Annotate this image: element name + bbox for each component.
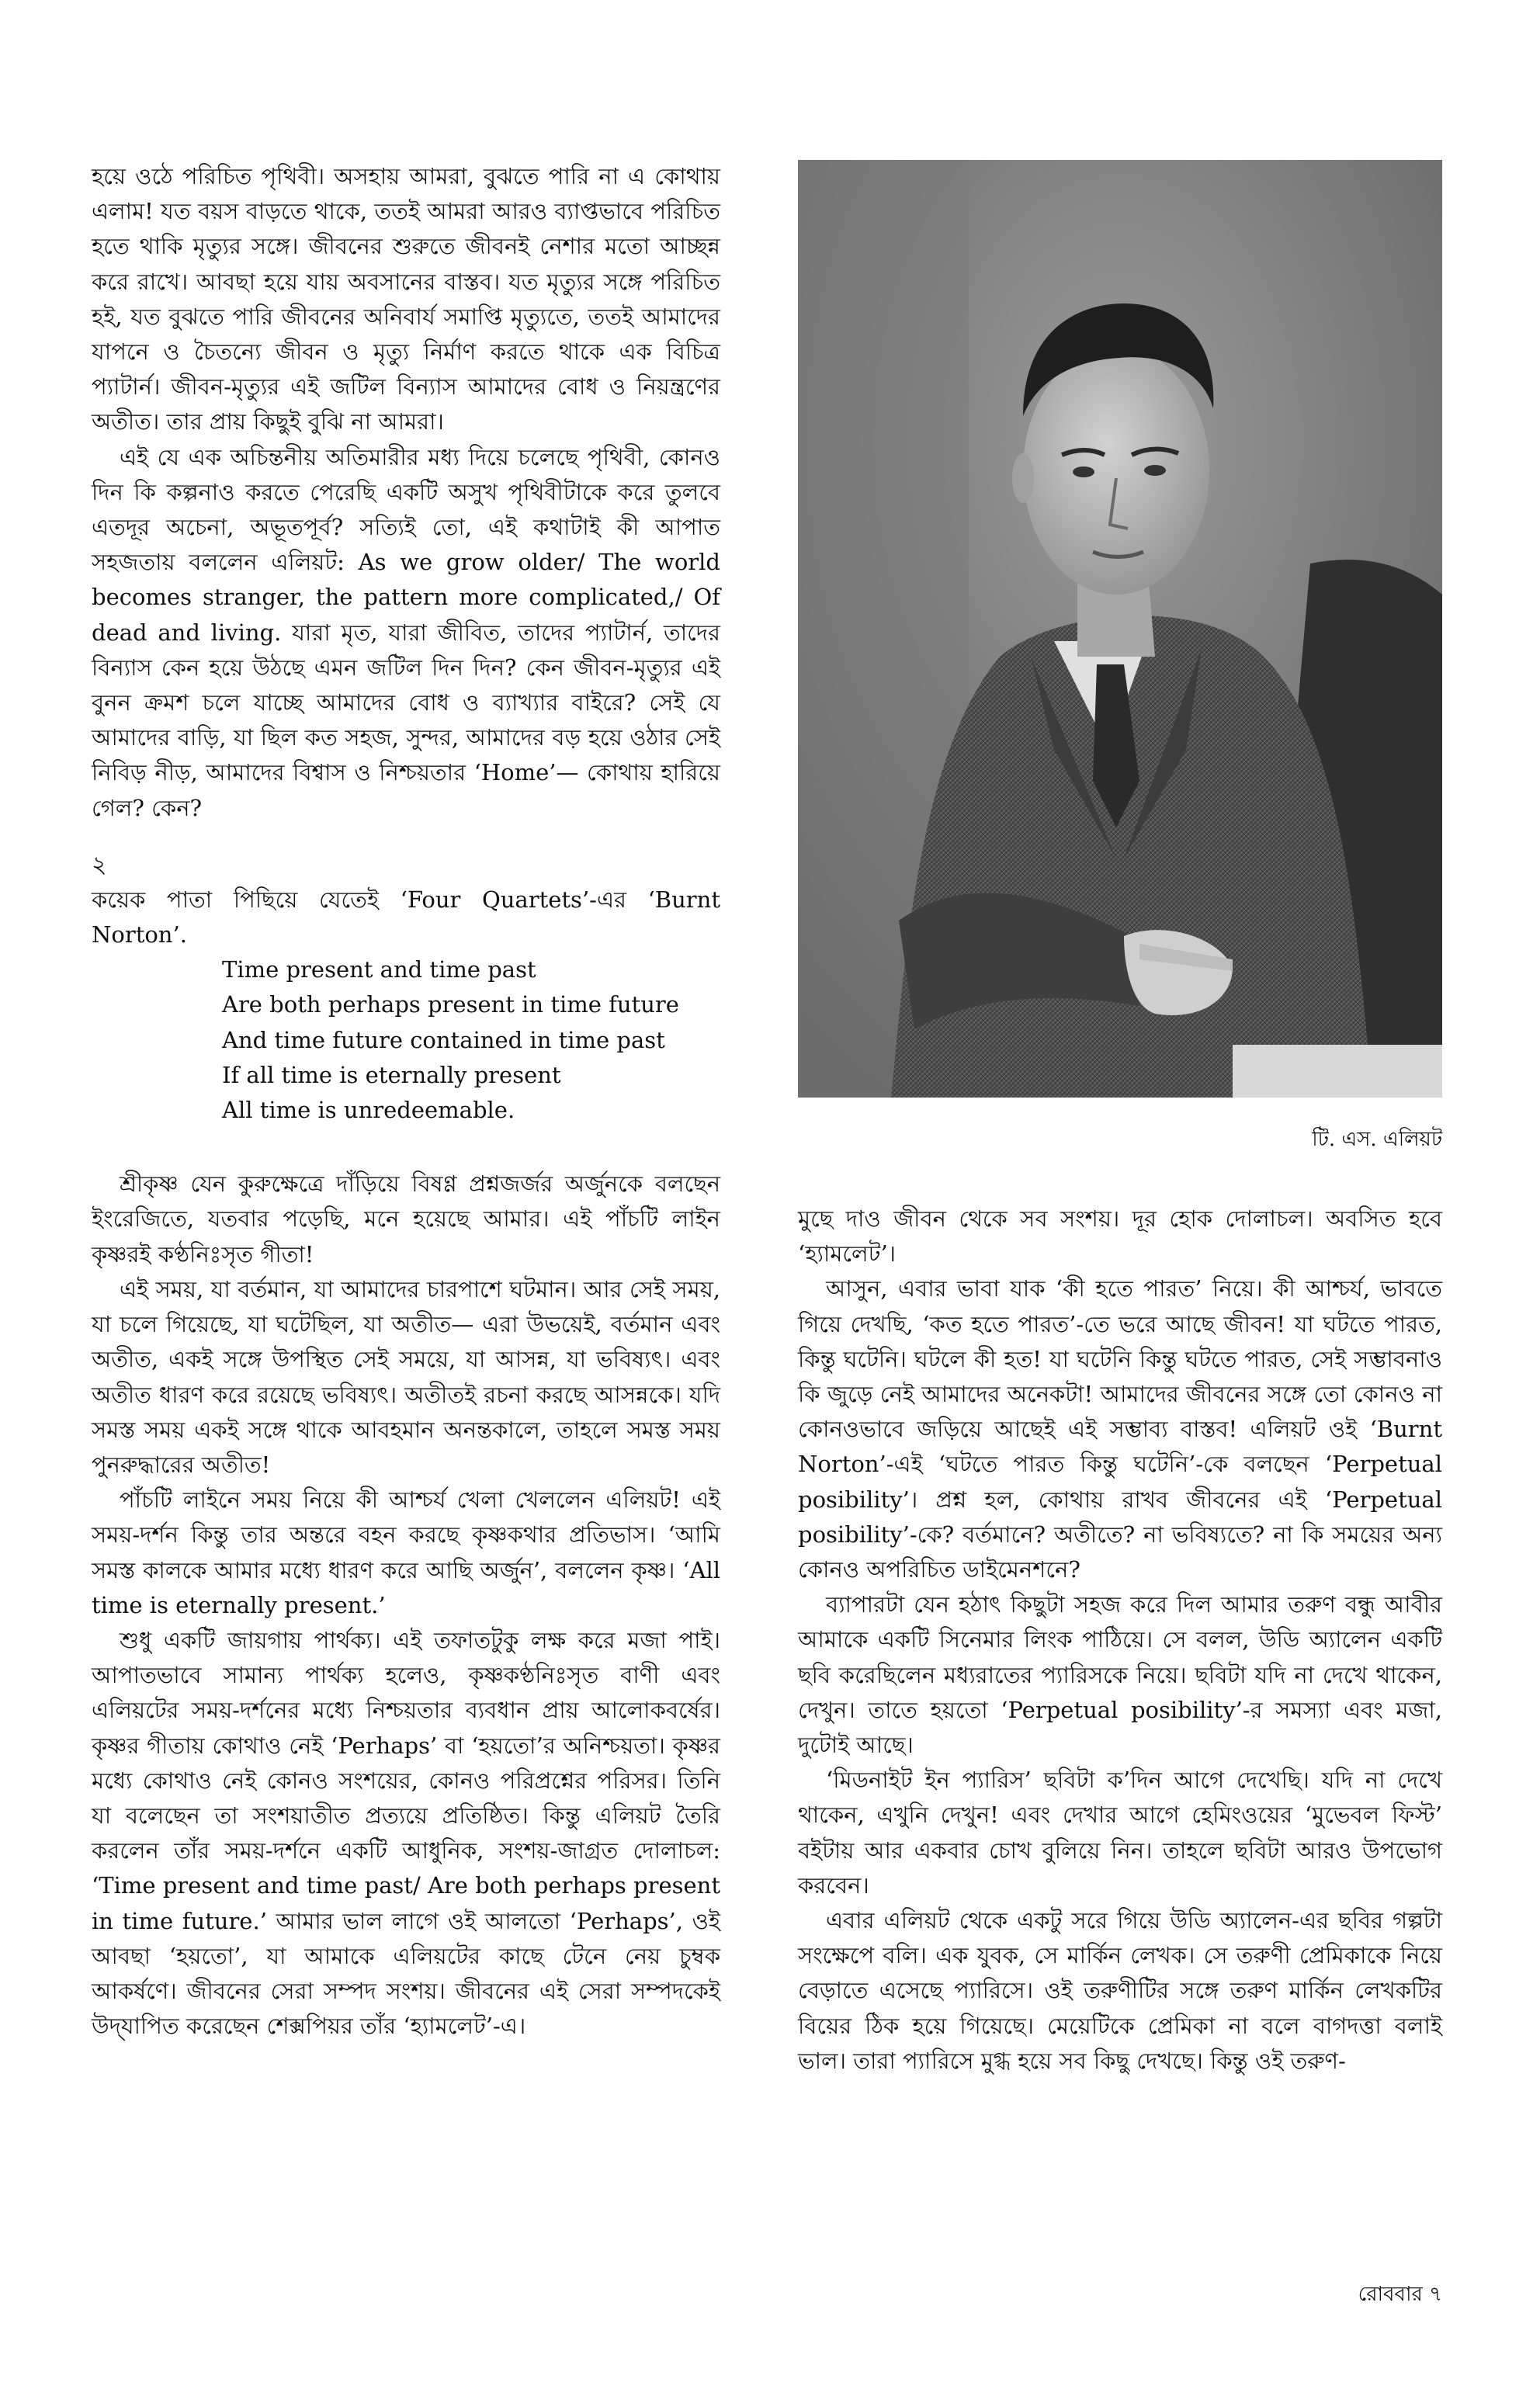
- paragraph: কয়েক পাতা পিছিয়ে যেতেই ‘Four Quartets’-এর ‘Burnt Norton’.: [92, 886, 720, 949]
- poem-line: All time is unredeemable.: [222, 1097, 515, 1124]
- poem-line: Time present and time past: [222, 956, 536, 983]
- section-number: ২: [92, 851, 107, 879]
- paragraph: শ্রীকৃষ্ণ যেন কুরুক্ষেত্রে দাঁড়িয়ে বিষণ্ণ প্রশ্নজর্জর অর্জুনকে বলছেন ইংরেজিতে, যতবার পড়েছি, মনে হয়েছে আমার। এই পাঁচটি লাইন কৃষ্ণরই কণ্ঠনিঃসৃত গীতা!: [92, 1170, 720, 1268]
- photo-caption: টি. এস. এলিয়ট: [1312, 1128, 1442, 1151]
- paragraph: হয়ে ওঠে পরিচিত পৃথিবী। অসহায় আমরা, বুঝতে পারি না এ কোথায় এলাম! যত বয়স বাড়তে থাকে, ততই আমরা আরও ব্যাপ্তভাবে পরিচিত হতে থাকি মৃত্যুর সঙ্গে। জীবনের শুরুতে জীবনই নেশার মতো আচ্ছন্ন করে রাখে। আবছা হয়ে যায় অবসানের বাস্তব। যত মৃত্যুর সঙ্গে পরিচিত হই, যত বুঝতে পারি জীবনের অনিবার্য সমাপ্তি মৃত্যুতে, ততই আমাদের যাপনে ও চৈতন্যে জীবন ও মৃত্যু নির্মাণ করতে থাকে এক বিচিত্র প্যাটার্ন। জীবন-মৃত্যুর এই জটিল বিন্যাস আমাদের বোধ ও নিয়ন্ত্রণের অতীত। তার প্রায় কিছুই বুঝি না আমরা।: [92, 163, 720, 435]
- paragraph: মুছে দাও জীবন থেকে সব সংশয়। দূর হোক দোলাচল। অবসিত হবে ‘হ্যামলেট’।: [798, 1205, 1442, 1268]
- poem-line: And time future contained in time past: [222, 1026, 665, 1053]
- right-text-column: [798, 1202, 1442, 2079]
- poem-quote: [222, 952, 720, 1128]
- poem-line: Are both perhaps present in time future: [222, 991, 679, 1018]
- paragraph: এই যে এক অচিন্তনীয় অতিমারীর মধ্য দিয়ে চলেছে পৃথিবী, কোনও দিন কি কল্পনাও করতে পেরেছি একটি অসুখ পৃথিবীটাকে করে তুলবে এতদূর অচেনা, অভূতপূর্ব? সত্যিই তো, এই কথাটাই কী আপাত সহজতায় বললেন এলিয়ট: As we grow older/ The world becomes stranger, the pattern more complicated,/ Of dead and living. যারা মৃত, যারা জীবিত, তাদের প্যাটার্ন, তাদের বিন্যাস কেন হয়ে উঠছে এমন জটিল দিন দিন? কেন জীবন-মৃত্যুর এই বুনন ক্রমশ চলে যাচ্ছে আমাদের বোধ ও ব্যাখ্যার বাইরে? সেই যে আমাদের বাড়ি, যা ছিল কত সহজ, সুন্দর, আমাদের বড় হয়ে ওঠার সেই নিবিড় নীড়, আমাদের বিশ্বাস ও নিশ্চয়তার ‘Home’— কোথায় হারিয়ে গেল? কেন?: [92, 443, 720, 821]
- paragraph: এই সময়, যা বর্তমান, যা আমাদের চারপাশে ঘটমান। আর সেই সময়, যা চলে গিয়েছে, যা ঘটেছিল, যা অতীত— এরা উভয়েই, বর্তমান এবং অতীত, একই সঙ্গে উপস্থিত সেই সময়ে, যা আসন্ন, যা ভবিষ্যৎ। এবং অতীত ধারণ করে রয়েছে ভবিষ্যৎ। অতীতই রচনা করছে আসন্নকে। যদি সমস্ত সময় একই সঙ্গে থাকে আবহমান অনন্তকালে, তাহলে সমস্ত সময় পুনরুদ্ধারের অতীত!: [92, 1275, 720, 1478]
- paragraph: ‘মিডনাইট ইন প্যারিস’ ছবিটা ক’দিন আগে দেখেছি। যদি না দেখে থাকেন, এখুনি দেখুন! এবং দেখার আগে হেমিংওয়ের ‘মুভেবল ফিস্ট’ বইটায় আর একবার চোখ বুলিয়ে নিন। তাহলে ছবিটা আরও উপভোগ করবেন।: [798, 1767, 1442, 1899]
- page-footer: রোববার ৭: [1358, 2283, 1442, 2306]
- paragraph: শুধু একটি জায়গায় পার্থক্য। এই তফাতটুকু লক্ষ করে মজা পাই। আপাতভাবে সামান্য পার্থক্য হলেও, কৃষ্ণকণ্ঠনিঃসৃত বাণী এবং এলিয়টের সময়-দর্শনের মধ্যে নিশ্চয়তার ব্যবধান প্রায় আলোকবর্ষের। কৃষ্ণর গীতায় কোথাও নেই ‘Perhaps’ বা ‘হয়তো’র অনিশ্চয়তা। কৃষ্ণর মধ্যে কোথাও নেই কোনও সংশয়ের, কোনও পরিপ্রশ্নের পরিসর। তিনি যা বলেছেন তা সংশয়াতীত প্রত্যয়ে প্রতিষ্ঠিত। কিন্তু এলিয়ট তৈরি করলেন তাঁর সময়-দর্শনে একটি আধুনিক, সংশয়-জাগ্রত দোলাচল: ‘Time present and time past/ Are both perhaps present in time future.’ আমার ভাল লাগে ওই আলতো ‘Perhaps’, ওই আবছা ‘হয়তো’, যা আমাকে এলিয়টের কাছে টেনে নেয় চুম্বক আকর্ষণে। জীবনের সেরা সম্পদ সংশয়। জীবনের এই সেরা সম্পদকেই উদ্‌যাপিত করেছেন শেক্সপিয়র তাঁর ‘হ্যামলেট’-এ।: [92, 1626, 720, 2040]
- portrait-photo: [798, 160, 1442, 1098]
- left-text-column: [92, 159, 720, 2044]
- paragraph: এবার এলিয়ট থেকে একটু সরে গিয়ে উডি অ্যালেন-এর ছবির গল্পটা সংক্ষেপে বলি। এক যুবক, সে মার্কিন লেখক। সে তরুণী প্রেমিকাকে নিয়ে বেড়াতে এসেছে প্যারিসে। ওই তরুণীটির সঙ্গে তরুণ মার্কিন লেখকটির বিয়ের ঠিক হয়ে গিয়েছে। মেয়েটিকে প্রেমিকা না বলে বাগদত্তা বলাই ভাল। তারা প্যারিসে মুগ্ধ হয়ে সব কিছু দেখছে। কিন্তু ওই তরুণ-: [798, 1907, 1442, 2074]
- paragraph: ব্যাপারটা যেন হঠাৎ কিছুটা সহজ করে দিল আমার তরুণ বন্ধু আবীর আমাকে একটি সিনেমার লিংক পাঠিয়ে। সে বলল, উডি অ্যালেন একটি ছবি করেছিলেন মধ্যরাতের প্যারিসকে নিয়ে। ছবিটা যদি না দেখে থাকেন, দেখুন। তাতে হয়তো ‘Perpetual posibility’-র সমস্যা এবং মজা, দুটোই আছে।: [798, 1591, 1442, 1759]
- paragraph: আসুন, এবার ভাবা যাক ‘কী হতে পারত’ নিয়ে। কী আশ্চর্য, ভাবতে গিয়ে দেখছি, ‘কত হতে পারত’-তে ভরে আছে জীবন! যা ঘটতে পারত, কিন্তু ঘটেনি। ঘটলে কী হত! যা ঘটেনি কিন্তু ঘটতে পারত, সেই সম্ভাবনাও কি জুড়ে নেই আমাদের অনেকটা! আমাদের জীবনের সঙ্গে তো কোনও না কোনওভাবে জড়িয়ে আছেই এই সম্ভাব্য বাস্তব! এলিয়ট ওই ‘Burnt Norton’-এই ‘ঘটতে পারত কিন্তু ঘটেনি’-কে বলছেন ‘Perpetual posibility’। প্রশ্ন হল, কোথায় রাখব জীবনের এই ‘Perpetual posibility’-কে? বর্তমানে? অতীতে? না ভবিষ্যতে? না কি সময়ের অন্য কোনও অপরিচিত ডাইমেনশনে?: [798, 1275, 1442, 1583]
- paragraph: পাঁচটি লাইনে সময় নিয়ে কী আশ্চর্য খেলা খেললেন এলিয়ট! এই সময়-দর্শন কিন্তু তার অন্তরে বহন করছে কৃষ্ণকথার প্রতিভাস। ‘আমি সমস্ত কালকে আমার মধ্যে ধারণ করে আছি অর্জুন’, বললেন কৃষ্ণ। ‘All time is eternally present.’: [92, 1486, 720, 1618]
- poem-line: If all time is eternally present: [222, 1061, 561, 1088]
